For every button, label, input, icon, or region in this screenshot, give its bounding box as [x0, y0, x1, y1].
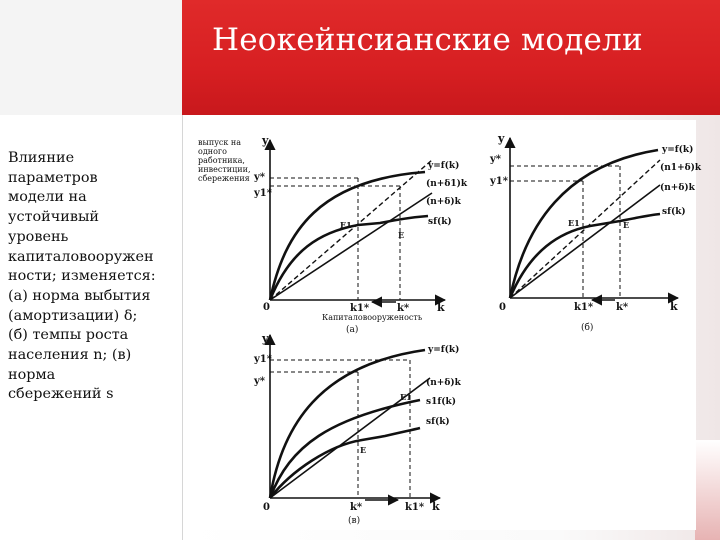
diagram-b — [489, 132, 702, 333]
diagram-c — [253, 332, 462, 526]
a-line1-label: (n+δ1)k — [426, 179, 468, 189]
a-origin: 0 — [263, 302, 270, 313]
b-f-label: y=f(k) — [662, 145, 694, 155]
a-x-caption: Капиталовооруженость — [322, 313, 423, 322]
c-y-star-label: y* — [254, 376, 266, 387]
a-e1-label: E1 — [340, 220, 352, 230]
c-s-label: sf(k) — [426, 417, 450, 427]
a-k1-star-label: k1* — [350, 303, 370, 314]
a-line2-label: (n+δ)k — [426, 197, 461, 207]
b-origin: 0 — [499, 302, 506, 313]
b-e-label: E — [623, 220, 630, 230]
c-k1-star-label: k1* — [405, 502, 425, 513]
decorative-corner — [695, 440, 720, 540]
c-s1-label: s1f(k) — [426, 397, 456, 407]
a-side-note: выпуск на одного работника, инвестиции, сбережения — [198, 138, 251, 183]
c-origin: 0 — [263, 502, 270, 513]
b-y-star-label: y* — [490, 154, 502, 165]
a-e-label: E — [398, 230, 405, 240]
c-x-label: k — [432, 500, 440, 513]
c-e-label: E — [360, 445, 367, 455]
b-y1-star-label: y1* — [490, 176, 508, 187]
a-panel-label: (а) — [346, 325, 359, 335]
b-k-star-label: k* — [616, 302, 629, 313]
a-f-label: y=f(k) — [428, 161, 460, 171]
b-x-label: k — [670, 300, 678, 313]
b-s-label: sf(k) — [662, 207, 686, 217]
b-line-n-delta — [510, 185, 660, 298]
c-line-label: (n+δ)k — [426, 378, 461, 388]
b-line1-label: (n1+δ)k — [660, 163, 702, 173]
b-s-curve — [510, 214, 660, 298]
b-line2-label: (n+δ)k — [660, 183, 695, 193]
a-y1-star-label: y1* — [254, 188, 272, 199]
a-line-n-delta — [270, 193, 432, 300]
slide-caption: Влияние параметров модели на устойчивый уровень капиталовооружен ности; изменяется: (а) норма выбытия (амортизации) δ; (б) темпы роста населения n; (в) норма сбережений s — [8, 150, 156, 403]
c-panel-label: (в) — [348, 516, 361, 526]
a-s-label: sf(k) — [428, 217, 452, 227]
corner-panel — [0, 0, 182, 115]
c-s1-curve — [270, 400, 420, 498]
c-e1-label: E1 — [400, 392, 412, 402]
a-y-star-label: y* — [254, 172, 266, 183]
a-x-label: k — [437, 301, 445, 314]
b-f-curve — [510, 150, 658, 298]
c-f-label: y=f(k) — [428, 345, 460, 355]
b-panel-label: (б) — [581, 323, 594, 333]
c-s-curve — [270, 428, 420, 498]
b-e1-label: E1 — [568, 218, 580, 228]
b-y-label: y — [498, 132, 505, 145]
c-y1-star-label: y1* — [254, 354, 272, 365]
c-k-star-label: k* — [350, 502, 363, 513]
solow-diagrams — [196, 120, 702, 530]
a-k-star-label: k* — [397, 303, 410, 314]
a-line-n-delta1 — [270, 160, 432, 300]
b-k1-star-label: k1* — [574, 302, 594, 313]
a-y-label: y — [262, 134, 269, 147]
figure-panel — [196, 120, 702, 530]
slide-title: Неокейнсианские модели — [212, 22, 643, 58]
diagram-a — [198, 134, 468, 335]
c-y-label: y — [262, 332, 269, 345]
